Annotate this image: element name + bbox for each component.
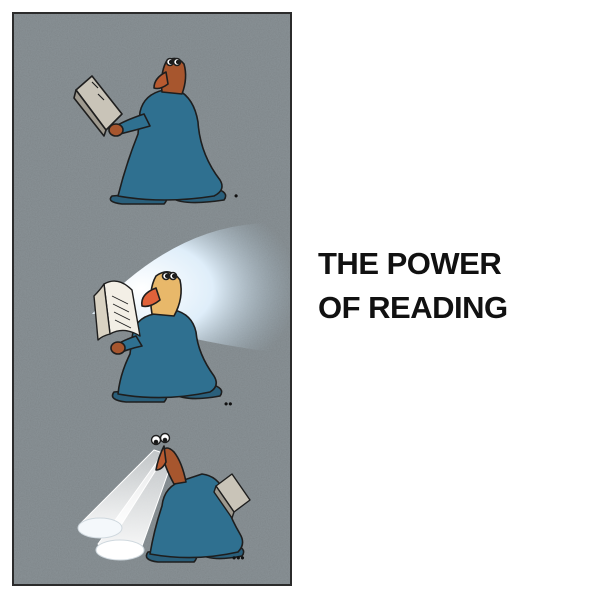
- panel-3-step-marker: •••: [232, 551, 245, 565]
- comic-illustration: [14, 14, 290, 584]
- caption-line-1: THE POWER: [318, 246, 502, 281]
- panel-1-step-marker: •: [234, 189, 239, 203]
- panel-2-step-marker: ••: [224, 397, 233, 411]
- comic-panel: [12, 12, 292, 586]
- caption-line-2: OF READING: [318, 290, 508, 325]
- caption: [318, 242, 588, 330]
